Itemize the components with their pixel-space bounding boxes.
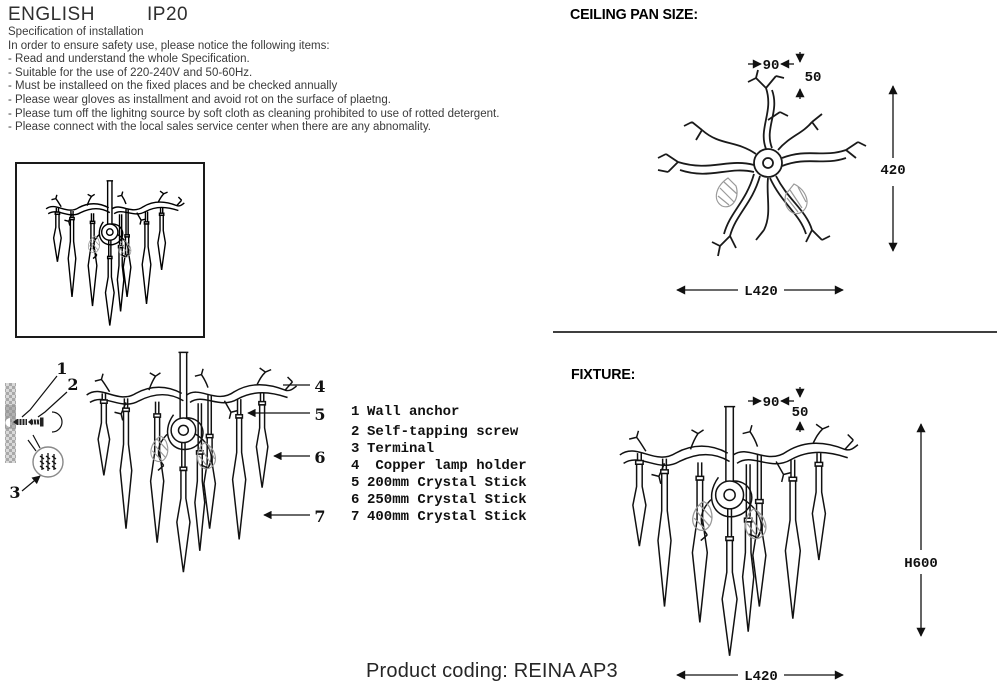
spec-title: Specification of installation	[8, 26, 144, 38]
part-name: Wall anchor	[367, 404, 460, 420]
parts-list	[351, 404, 527, 526]
fixture-front-drawing	[560, 340, 1000, 690]
fixture-title: FIXTURE:	[571, 366, 636, 383]
parts-list-item	[351, 441, 527, 458]
language-label: ENGLISH	[8, 4, 95, 25]
spec-item: - Read and understand the whole Specification.	[8, 53, 250, 66]
part-number: 7	[351, 509, 360, 525]
spec-item: - Please tum off the lighitng source by soft cloth as cleaning prohibited to use of rotted detergent.	[8, 107, 500, 120]
spec-item: - Must be installeed on the fixed places and be checked annually	[8, 80, 338, 93]
pan-dimensions	[677, 52, 906, 300]
callout-3: 3	[9, 483, 21, 502]
part-name: Self-tapping screw	[367, 424, 519, 440]
dim-420: 420	[880, 163, 906, 179]
callout-2: 2	[67, 375, 79, 394]
clip-drawing	[52, 412, 62, 432]
exploded-fixture-drawing	[87, 352, 297, 572]
part-number: 4	[351, 458, 360, 474]
callout-7: 7	[314, 507, 326, 526]
parts-list-item	[351, 475, 527, 492]
installation-diagram	[0, 350, 340, 690]
leader-3	[22, 476, 40, 491]
spec-item: - Please connect with the local sales service center when there are any abnomality.	[8, 121, 431, 134]
part-name: 400mm Crystal Stick	[367, 509, 527, 525]
dim-h600: H600	[904, 556, 938, 572]
parts-list-item	[351, 404, 527, 421]
part-number: 6	[351, 492, 360, 508]
leader-1	[22, 376, 57, 417]
callout-6: 6	[314, 448, 326, 467]
ip-rating-label: IP20	[147, 4, 189, 25]
parts-list-item	[351, 492, 527, 509]
dim-50: 50	[791, 405, 809, 421]
part-name: Copper lamp holder	[367, 458, 527, 474]
spec-item: - Suitable for the use of 220-240V and 50-60Hz.	[8, 66, 253, 79]
product-illustration	[17, 164, 203, 336]
specification-text	[8, 26, 499, 135]
part-name: 200mm Crystal Stick	[367, 475, 527, 491]
part-number: 5	[351, 475, 360, 491]
fixture-dimensions	[677, 387, 938, 685]
fixture-drawing	[620, 407, 858, 656]
terminal-balloon	[28, 435, 63, 477]
parts-list-item	[351, 458, 527, 475]
screw-drawing	[28, 418, 44, 427]
spec-item: - Please wear gloves as installment and avoid rot on the surface of plaetng.	[8, 93, 391, 106]
spec-intro: In order to ensure safety use, please notice the following items:	[8, 39, 330, 52]
dim-50: 50	[804, 70, 822, 86]
dim-l420: L420	[744, 669, 778, 685]
dim-90: 90	[762, 58, 780, 74]
callout-5: 5	[314, 405, 326, 424]
pan-leaves	[716, 178, 807, 214]
product-image-frame	[15, 162, 205, 338]
part-number: 1	[351, 404, 360, 420]
callout-4: 4	[314, 377, 326, 396]
dim-l420: L420	[744, 284, 778, 300]
ceiling-pan-drawing	[560, 0, 1000, 310]
callout-1: 1	[56, 359, 68, 378]
part-name: Terminal	[367, 441, 435, 457]
pan-hub-center	[763, 158, 773, 168]
leader-2	[38, 392, 67, 417]
parts-list-item	[351, 424, 527, 441]
product-coding: Product coding: REINA AP3	[366, 660, 618, 682]
dim-90: 90	[762, 395, 780, 411]
part-number: 3	[351, 441, 360, 457]
part-name: 250mm Crystal Stick	[367, 492, 527, 508]
ceiling-pan-title: CEILING PAN SIZE:	[570, 6, 698, 23]
section-divider	[553, 331, 997, 333]
part-number: 2	[351, 424, 360, 440]
parts-list-item	[351, 509, 527, 526]
